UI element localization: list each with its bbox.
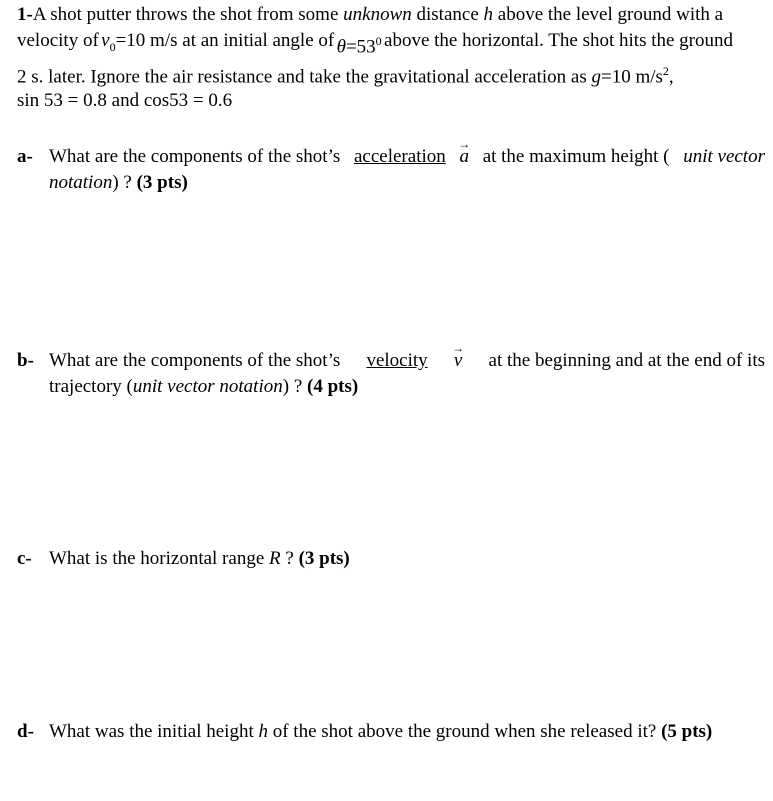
intro-text-b: distance (416, 4, 479, 25)
theta-degree: 0 (375, 34, 382, 48)
question-b-text-a: What are the components of the shot’s (49, 350, 341, 371)
question-d-line (49, 721, 712, 743)
question-d-label: d- (17, 721, 34, 742)
v0-symbol: v (101, 30, 110, 51)
g-symbol: g (591, 66, 601, 88)
question-c-text-a: What is the horizontal range (49, 548, 265, 569)
question-b-text-d: ) ? (282, 376, 303, 397)
question-b-line-2 (49, 376, 358, 398)
g-value: =10 m/s (601, 66, 663, 88)
question-a-points: (3 pts) (136, 172, 188, 193)
question-c-label: c- (17, 548, 32, 569)
problem-line-4 (17, 90, 232, 112)
velocity-symbol: v (453, 350, 463, 371)
question-d-text-b: of the shot above the ground when she released it? (272, 721, 657, 742)
question-a-line-2 (49, 172, 188, 194)
problem-number: 1- (17, 4, 33, 25)
theta-expression (337, 30, 382, 58)
trig-values: sin 53 = 0.8 and cos53 = 0.6 (17, 90, 233, 111)
problem-line-3 (17, 60, 674, 88)
line2-text-a: velocity of (17, 30, 99, 51)
question-a-text-c: ) ? (112, 172, 132, 193)
question-b-label: b- (17, 350, 34, 371)
intro-text-c: above the level ground with a (497, 4, 724, 25)
question-b-points: (4 pts) (307, 376, 359, 397)
question-b-line-1 (49, 341, 765, 372)
question-b-velocity: velocity (366, 350, 428, 371)
vector-arrow-icon: → (458, 137, 471, 151)
intro-text-a: A shot putter throws the shot from some (32, 4, 339, 25)
question-c-line (49, 548, 350, 570)
v0-expression (101, 30, 334, 58)
theta-symbol: θ (336, 36, 346, 58)
velocity-vector (452, 341, 465, 372)
vector-arrow-icon: → (452, 341, 465, 355)
question-b-italic: unit vector notation (132, 376, 283, 397)
question-b-text-b: at the beginning and at the end of its (488, 350, 765, 371)
line2-text-b: above the horizontal. The shot hits the ground (384, 30, 733, 51)
question-d-text-a: What was the initial height (49, 721, 254, 742)
question-a-acceleration: acceleration (353, 146, 446, 167)
question-c-points: (3 pts) (298, 548, 350, 569)
intro-unknown: unknown (343, 4, 412, 25)
question-c-text-b: ? (285, 548, 294, 569)
question-a-label: a- (17, 146, 33, 167)
height-symbol: h (483, 4, 494, 25)
question-b-text-c: trajectory ( (49, 376, 133, 397)
problem-line-1 (17, 4, 723, 26)
v0-subscript: 0 (109, 39, 116, 54)
problem-line-2 (17, 30, 733, 58)
g-comma: , (668, 66, 674, 88)
height-symbol: h (258, 721, 268, 742)
question-d-points: (5 pts) (661, 721, 713, 742)
theta-value: =53 (345, 36, 376, 58)
line3-text: 2 s. later. Ignore the air resistance and take the gravitational acceleration as (17, 66, 587, 88)
question-a-text-b: at the maximum height ( (482, 146, 670, 167)
question-a-text-a: What are the components of the shot’s (49, 146, 341, 167)
acceleration-vector (458, 137, 471, 168)
g-superscript: 2 (662, 64, 669, 78)
v0-value: =10 m/s at an initial angle of (115, 30, 335, 51)
question-a-line-1 (49, 137, 765, 168)
question-a-italic-1: unit vector (683, 146, 765, 167)
range-symbol: R (269, 548, 281, 569)
question-a-italic-2: notation (49, 172, 113, 193)
acceleration-symbol: a (459, 146, 469, 167)
